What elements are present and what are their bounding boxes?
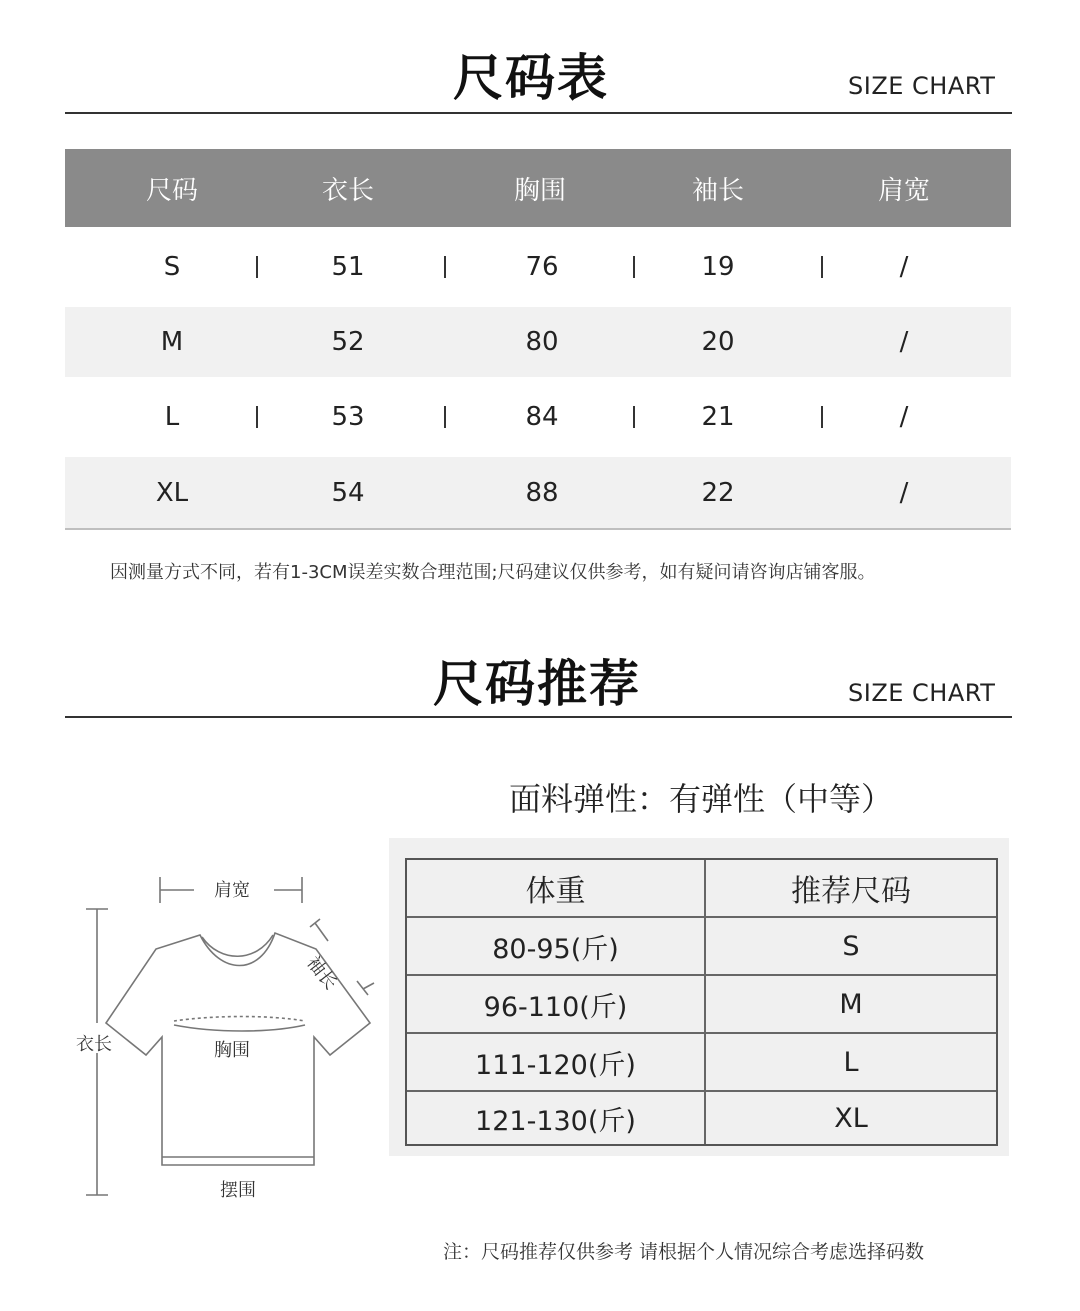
cell-recommended-size: XL xyxy=(834,1102,868,1134)
cell-chest: 80 xyxy=(525,327,559,357)
cell-length: 53 xyxy=(331,402,365,432)
header-chest: 胸围 xyxy=(513,175,566,206)
table-row xyxy=(407,1092,996,1144)
cell-length: 54 xyxy=(331,477,365,508)
table-row xyxy=(65,227,1011,307)
column-separator xyxy=(633,256,635,278)
table-row xyxy=(407,976,996,1032)
column-separator xyxy=(256,406,258,428)
column-separator xyxy=(821,256,823,278)
tshirt-diagram xyxy=(70,865,390,1205)
table-row xyxy=(407,918,996,974)
shoulder-label: 肩宽 xyxy=(214,880,250,901)
cell-weight: 111-120(斤) xyxy=(475,1049,636,1081)
title-divider xyxy=(65,112,1012,114)
column-separator xyxy=(821,406,823,428)
cell-length: 52 xyxy=(331,327,365,357)
cell-size: L xyxy=(164,402,180,432)
recommend-header-row xyxy=(407,860,996,916)
size-chart-title: 尺码表 xyxy=(453,49,609,107)
table-bottom-line xyxy=(65,528,1011,530)
cell-sleeve: 19 xyxy=(701,252,735,282)
cell-recommended-size: M xyxy=(839,988,863,1020)
header-sleeve: 袖长 xyxy=(691,175,744,206)
measurement-note: 因测量方式不同，若有1-3CM误差实数合理范围;尺码建议仅供参考，如有疑问请咨询店铺客服。 xyxy=(110,562,876,583)
cell-size: M xyxy=(160,327,184,357)
cell-chest: 88 xyxy=(525,477,559,508)
header-size: 尺码 xyxy=(145,175,198,206)
column-separator xyxy=(444,406,446,428)
table-row xyxy=(407,1034,996,1090)
hem-label: 摆围 xyxy=(220,1180,256,1201)
table-row xyxy=(65,457,1011,528)
size-table-header xyxy=(65,149,1011,227)
cell-weight: 96-110(斤) xyxy=(483,991,628,1023)
cell-sleeve: 22 xyxy=(701,477,735,508)
cell-weight: 80-95(斤) xyxy=(492,933,619,965)
recommend-note: 注：尺码推荐仅供参考 请根据个人情况综合考虑选择码数 xyxy=(443,1241,925,1263)
title-divider xyxy=(65,716,1012,718)
cell-chest: 84 xyxy=(525,402,559,432)
header-length: 衣长 xyxy=(321,175,374,206)
table-row xyxy=(65,377,1011,457)
cell-shoulder: / xyxy=(899,477,909,508)
sleeve-label: 袖长 xyxy=(302,952,342,994)
cell-chest: 76 xyxy=(525,252,559,282)
cell-size: XL xyxy=(155,477,189,508)
cell-weight: 121-130(斤) xyxy=(475,1105,636,1137)
size-recommend-title: 尺码推荐 xyxy=(433,655,641,713)
cell-size: S xyxy=(163,252,181,282)
column-divider xyxy=(704,860,706,1144)
column-separator xyxy=(256,256,258,278)
column-separator xyxy=(633,406,635,428)
length-label: 衣长 xyxy=(76,1034,112,1055)
cell-shoulder: / xyxy=(899,252,909,282)
recommend-table xyxy=(405,858,998,1146)
size-recommend-subtitle: SIZE CHART xyxy=(848,679,996,707)
cell-sleeve: 21 xyxy=(701,402,735,432)
header-recommended-size: 推荐尺码 xyxy=(791,874,911,909)
cell-length: 51 xyxy=(331,252,365,282)
table-row xyxy=(65,307,1011,377)
header-shoulder: 肩宽 xyxy=(877,175,930,206)
chest-label: 胸围 xyxy=(214,1040,250,1061)
column-separator xyxy=(444,256,446,278)
cell-shoulder: / xyxy=(899,327,909,357)
cell-shoulder: / xyxy=(899,402,909,432)
size-chart-subtitle: SIZE CHART xyxy=(848,72,996,100)
fabric-elasticity: 面料弹性：有弹性（中等） xyxy=(509,780,894,818)
cell-recommended-size: L xyxy=(843,1046,859,1078)
header-weight: 体重 xyxy=(525,874,586,909)
cell-recommended-size: S xyxy=(842,930,860,962)
cell-sleeve: 20 xyxy=(701,327,735,357)
